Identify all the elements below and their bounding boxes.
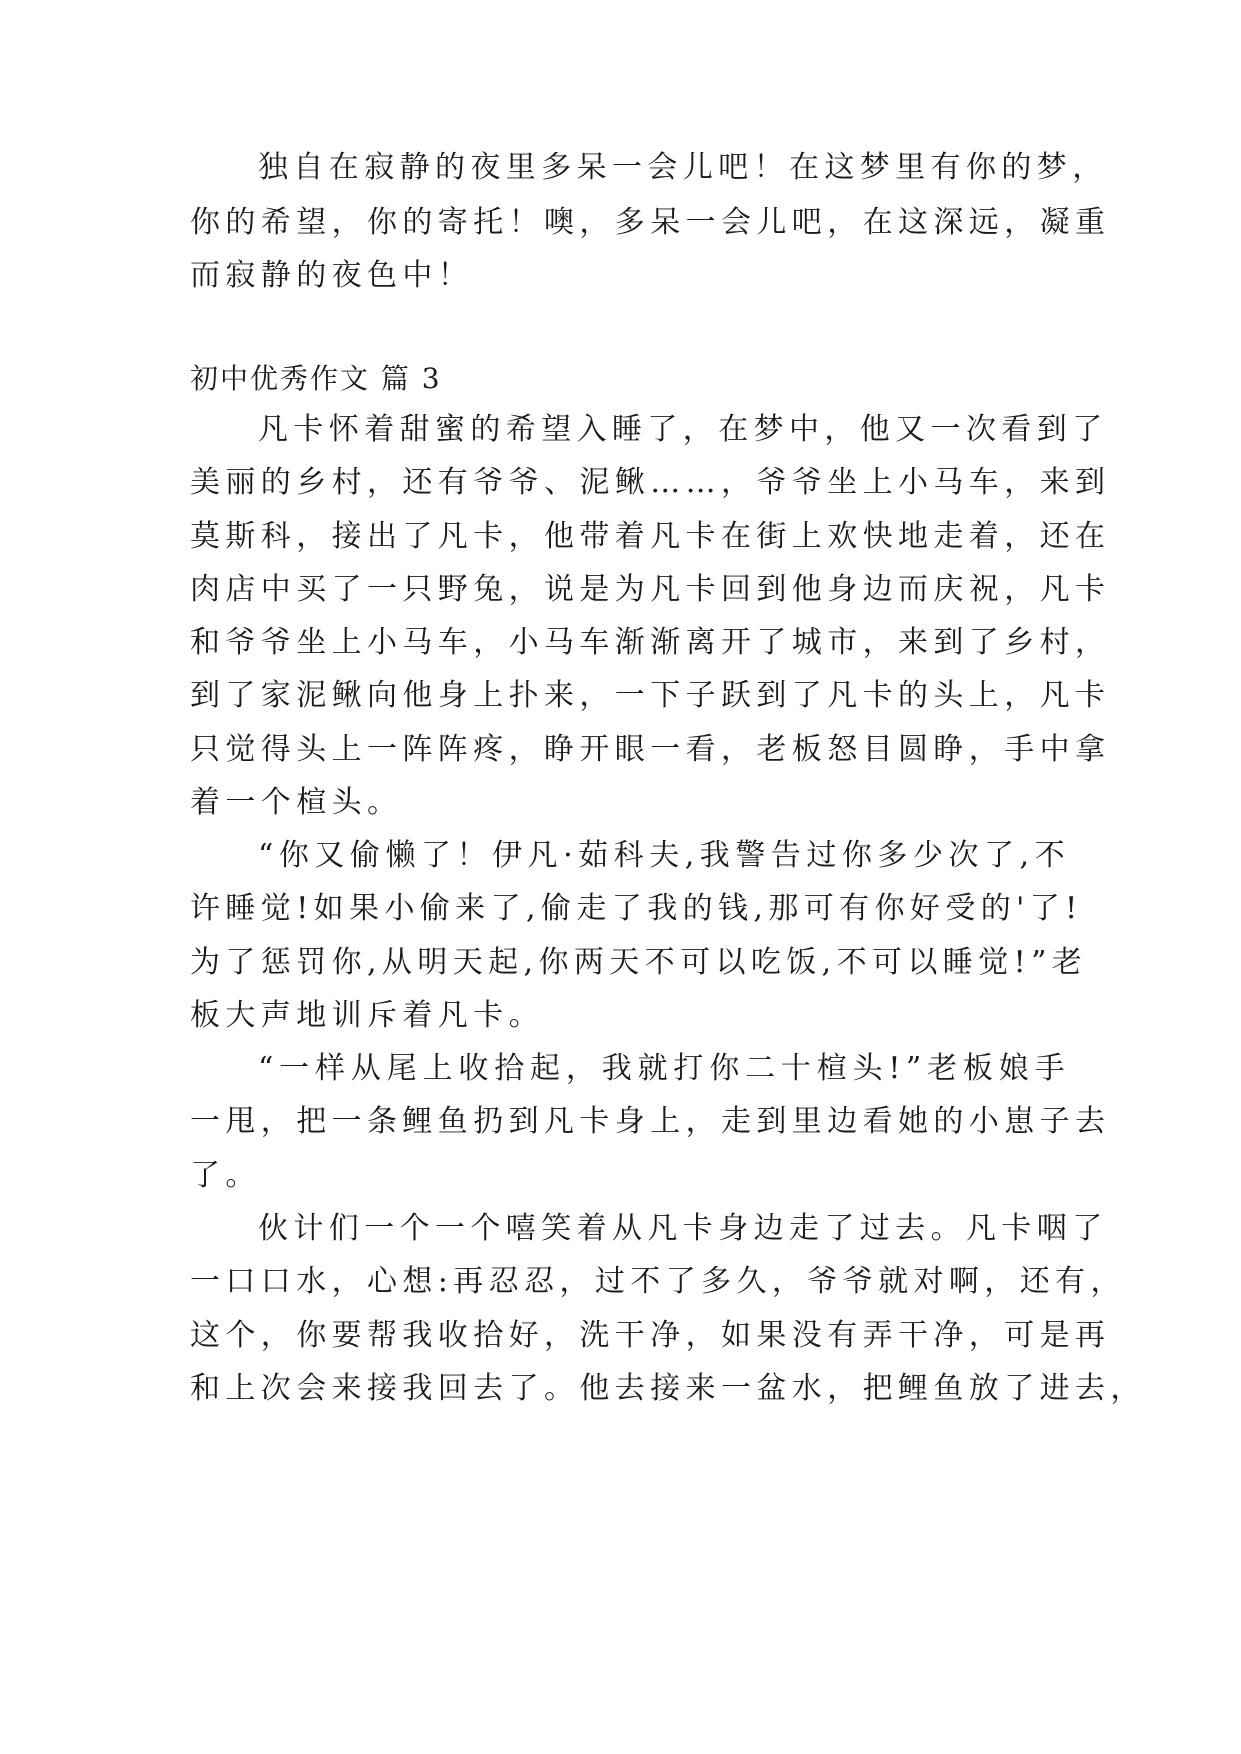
text-line: 只觉得头上一阵阵疼，睁开眼一看，老板怒目圆睁，手中拿 xyxy=(190,732,1111,767)
text-line: 和上次会来接我回去了。他去接来一盆水，把鲤鱼放了进去， xyxy=(190,1371,1146,1406)
text-line: 一甩，把一条鲤鱼扔到凡卡身上，走到里边看她的小崽子去 xyxy=(190,1104,1111,1139)
text-line: “一样从尾上收拾起，我就打你二十楦头!”老板娘手 xyxy=(258,1051,1070,1086)
text-line: 你的希望，你的寄托！噢，多呆一会儿吧，在这深远，凝重 xyxy=(190,205,1111,240)
section-heading: 初中优秀作文 篇 3 xyxy=(190,362,442,395)
text-line: 为了惩罚你,从明天起,你两天不可以吃饭,不可以睡觉!”老 xyxy=(190,945,1088,980)
text-line: 美丽的乡村，还有爷爷、泥鳅……，爷爷坐上小马车，来到 xyxy=(190,465,1111,500)
text-line: 板大声地训斥着凡卡。 xyxy=(190,998,544,1033)
text-line: 许睡觉!如果小偷来了,偷走了我的钱,那可有你好受的'了! xyxy=(190,891,1083,926)
text-line: 着一个楦头。 xyxy=(190,785,403,820)
text-line: 和爷爷坐上小马车，小马车渐渐离开了城市，来到了乡村， xyxy=(190,625,1111,660)
text-line: 莫斯科，接出了凡卡，他带着凡卡在街上欢快地走着，还在 xyxy=(190,519,1111,554)
text-line: 凡卡怀着甜蜜的希望入睡了，在梦中，他又一次看到了 xyxy=(258,412,1108,447)
text-line: 独自在寂静的夜里多呆一会儿吧！在这梦里有你的梦， xyxy=(258,150,1108,185)
text-line: 肉店中买了一只野兔，说是为凡卡回到他身边而庆祝，凡卡 xyxy=(190,572,1111,607)
text-line: 到了家泥鳅向他身上扑来，一下子跃到了凡卡的头上，凡卡 xyxy=(190,678,1111,713)
text-line: 伙计们一个一个嘻笑着从凡卡身边走了过去。凡卡咽了 xyxy=(258,1211,1108,1246)
text-line: 一口口水，心想:再忍忍，过不了多久，爷爷就对啊，还有， xyxy=(190,1264,1126,1299)
text-line: 这个，你要帮我收拾好，洗干净，如果没有弄干净，可是再 xyxy=(190,1318,1111,1353)
text-line: “你又偷懒了！伊凡·茹科夫,我警告过你多少次了,不 xyxy=(258,838,1070,873)
text-line: 而寂静的夜色中！ xyxy=(190,258,474,293)
text-line: 了。 xyxy=(190,1158,261,1193)
